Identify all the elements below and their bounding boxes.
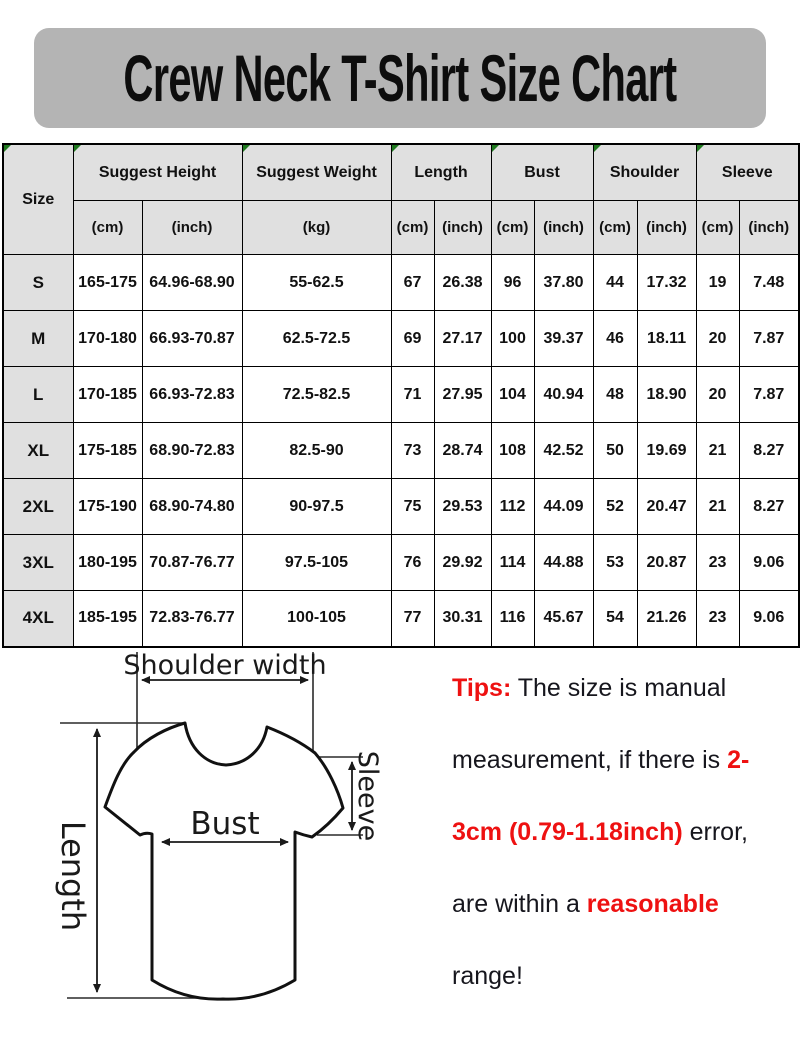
data-cell: 20.87 (637, 535, 696, 591)
unit-cell: (kg) (242, 201, 391, 255)
data-cell: 17.32 (637, 255, 696, 311)
table-row (3, 535, 799, 591)
tips-text (452, 652, 762, 1012)
data-cell: 55-62.5 (242, 255, 391, 311)
data-cell: 7.87 (739, 311, 799, 367)
data-cell: 100 (491, 311, 534, 367)
size-cell: M (3, 311, 73, 367)
sleeve-label: Sleeve (352, 750, 383, 842)
size-cell: L (3, 367, 73, 423)
data-cell: 68.90-72.83 (142, 423, 242, 479)
data-cell: 46 (593, 311, 637, 367)
size-cell: 2XL (3, 479, 73, 535)
tip-line: are within a reasonable (452, 890, 719, 918)
unit-cell: (cm) (73, 201, 142, 255)
tip-line: Tips: The size is manual (452, 674, 727, 702)
col-group-sleeve: Sleeve (696, 144, 799, 201)
data-cell: 44.09 (534, 479, 593, 535)
length-label: Length (54, 820, 92, 932)
data-cell: 52 (593, 479, 637, 535)
data-cell: 27.95 (434, 367, 491, 423)
data-cell: 108 (491, 423, 534, 479)
data-cell: 21 (696, 423, 739, 479)
table-row (3, 423, 799, 479)
page-title: Crew Neck T-Shirt Size Chart (123, 41, 677, 115)
data-cell: 44 (593, 255, 637, 311)
data-cell: 8.27 (739, 423, 799, 479)
data-cell: 7.48 (739, 255, 799, 311)
data-cell: 45.67 (534, 591, 593, 647)
data-cell: 66.93-70.87 (142, 311, 242, 367)
tshirt-measurement-diagram (25, 648, 425, 1040)
data-cell: 170-185 (73, 367, 142, 423)
col-group-suggest-height: Suggest Height (73, 144, 242, 201)
unit-cell: (inch) (739, 201, 799, 255)
data-cell: 23 (696, 591, 739, 647)
data-cell: 67 (391, 255, 434, 311)
size-cell: XL (3, 423, 73, 479)
data-cell: 175-190 (73, 479, 142, 535)
data-cell: 18.90 (637, 367, 696, 423)
data-cell: 77 (391, 591, 434, 647)
data-cell: 175-185 (73, 423, 142, 479)
data-cell: 96 (491, 255, 534, 311)
data-cell: 42.52 (534, 423, 593, 479)
data-cell: 48 (593, 367, 637, 423)
data-cell: 72.83-76.77 (142, 591, 242, 647)
unit-cell: (cm) (391, 201, 434, 255)
data-cell: 21 (696, 479, 739, 535)
table-row (3, 479, 799, 535)
data-cell: 20 (696, 311, 739, 367)
data-cell: 29.92 (434, 535, 491, 591)
data-cell: 28.74 (434, 423, 491, 479)
size-cell: 3XL (3, 535, 73, 591)
data-cell: 20 (696, 367, 739, 423)
data-cell: 66.93-72.83 (142, 367, 242, 423)
col-group-length: Length (391, 144, 491, 201)
data-cell: 82.5-90 (242, 423, 391, 479)
data-cell: 27.17 (434, 311, 491, 367)
data-cell: 53 (593, 535, 637, 591)
data-cell: 185-195 (73, 591, 142, 647)
size-cell: 4XL (3, 591, 73, 647)
col-group-suggest-weight: Suggest Weight (242, 144, 391, 201)
col-group-shoulder: Shoulder (593, 144, 696, 201)
data-cell: 20.47 (637, 479, 696, 535)
tip-line: measurement, if there is 2- (452, 746, 750, 774)
data-cell: 21.26 (637, 591, 696, 647)
data-cell: 112 (491, 479, 534, 535)
data-cell: 19 (696, 255, 739, 311)
shoulder-width-label: Shoulder width (123, 650, 327, 681)
data-cell: 18.11 (637, 311, 696, 367)
table-row (3, 311, 799, 367)
data-cell: 72.5-82.5 (242, 367, 391, 423)
data-cell: 71 (391, 367, 434, 423)
data-cell: 76 (391, 535, 434, 591)
data-cell: 8.27 (739, 479, 799, 535)
data-cell: 50 (593, 423, 637, 479)
col-group-bust: Bust (491, 144, 593, 201)
unit-cell: (cm) (491, 201, 534, 255)
table-row (3, 255, 799, 311)
size-column-header: Size (3, 144, 73, 255)
data-cell: 9.06 (739, 591, 799, 647)
data-cell: 69 (391, 311, 434, 367)
unit-cell: (inch) (534, 201, 593, 255)
data-cell: 114 (491, 535, 534, 591)
data-cell: 104 (491, 367, 534, 423)
data-cell: 68.90-74.80 (142, 479, 242, 535)
tip-line: range! (452, 962, 523, 990)
size-chart-table (2, 143, 800, 648)
title-banner (34, 28, 766, 128)
data-cell: 75 (391, 479, 434, 535)
size-cell: S (3, 255, 73, 311)
data-cell: 170-180 (73, 311, 142, 367)
data-cell: 90-97.5 (242, 479, 391, 535)
data-cell: 19.69 (637, 423, 696, 479)
data-cell: 62.5-72.5 (242, 311, 391, 367)
table-row (3, 591, 799, 647)
data-cell: 40.94 (534, 367, 593, 423)
data-cell: 29.53 (434, 479, 491, 535)
data-cell: 44.88 (534, 535, 593, 591)
data-cell: 70.87-76.77 (142, 535, 242, 591)
tshirt-outline (105, 723, 343, 999)
unit-cell: (inch) (637, 201, 696, 255)
data-cell: 54 (593, 591, 637, 647)
data-cell: 7.87 (739, 367, 799, 423)
unit-cell: (inch) (142, 201, 242, 255)
data-cell: 37.80 (534, 255, 593, 311)
data-cell: 116 (491, 591, 534, 647)
data-cell: 39.37 (534, 311, 593, 367)
unit-cell: (inch) (434, 201, 491, 255)
data-cell: 23 (696, 535, 739, 591)
data-cell: 64.96-68.90 (142, 255, 242, 311)
data-cell: 9.06 (739, 535, 799, 591)
data-cell: 73 (391, 423, 434, 479)
data-cell: 26.38 (434, 255, 491, 311)
table-row (3, 367, 799, 423)
tip-line: 3cm (0.79-1.18inch) error, (452, 818, 748, 846)
unit-cell: (cm) (696, 201, 739, 255)
data-cell: 165-175 (73, 255, 142, 311)
data-cell: 30.31 (434, 591, 491, 647)
unit-cell: (cm) (593, 201, 637, 255)
bust-label: Bust (190, 806, 260, 842)
data-cell: 100-105 (242, 591, 391, 647)
data-cell: 180-195 (73, 535, 142, 591)
data-cell: 97.5-105 (242, 535, 391, 591)
